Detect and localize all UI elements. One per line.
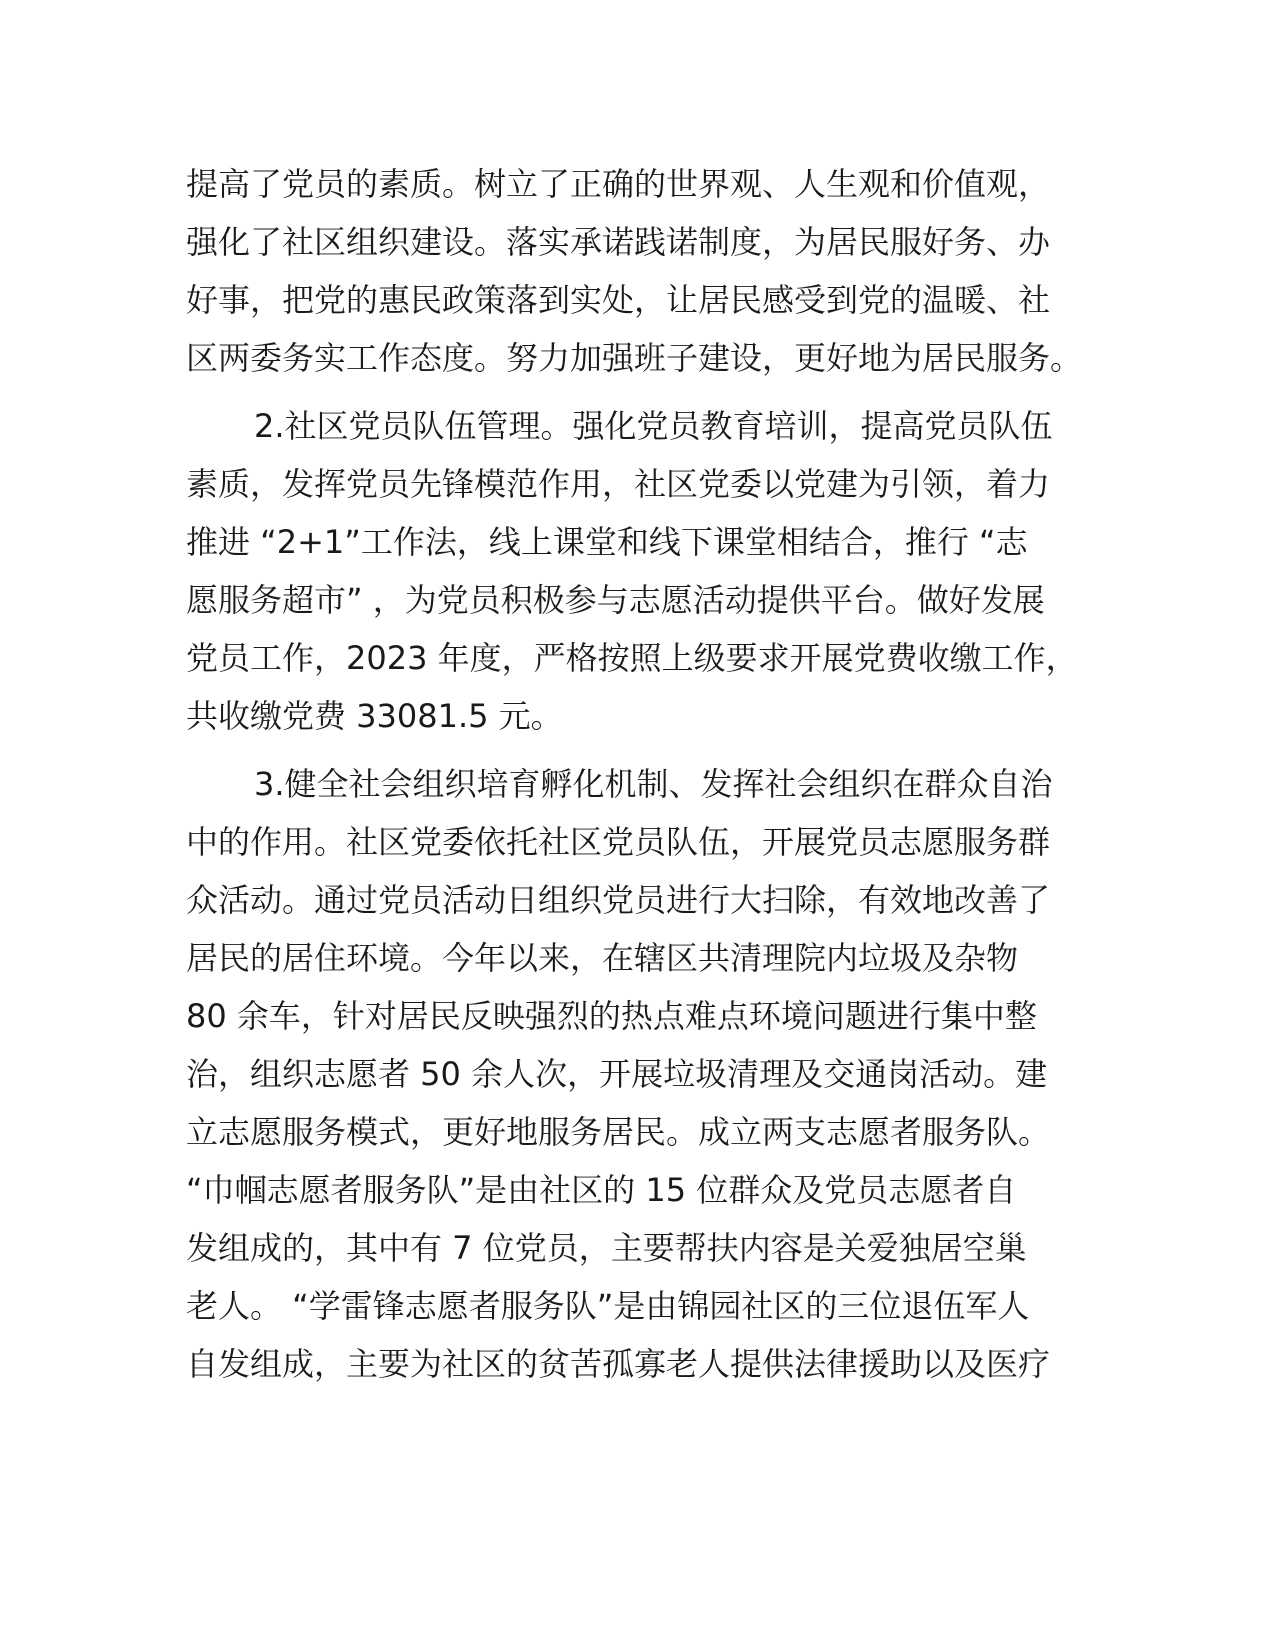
text-line: 自发组成，主要为社区的贫苦孤寡老人提供法律援助以及医疗	[186, 1345, 1051, 1383]
text-line: 80 余车，针对居民反映强烈的热点难点环境问题进行集中整	[186, 997, 1037, 1035]
text-line: 众活动。通过党员活动日组织党员进行大扫除，有效地改善了	[186, 881, 1051, 919]
text-line: 共收缴党费 33081.5 元。	[186, 697, 563, 735]
paragraph-1	[186, 155, 1116, 387]
text-line: 3.健全社会组织培育孵化机制、发挥社会组织在群众自治	[254, 765, 1053, 803]
document-body	[186, 155, 1116, 1393]
text-line: 好事，把党的惠民政策落到实处，让居民感受到党的温暖、社	[186, 281, 1051, 319]
text-line: 强化了社区组织建设。落实承诺践诺制度，为居民服好务、办	[186, 223, 1051, 261]
text-line: 提高了党员的素质。树立了正确的世界观、人生观和价值观，	[186, 165, 1051, 203]
text-line: 愿服务超市” ，为党员积极参与志愿活动提供平台。做好发展	[186, 581, 1045, 619]
text-line: 区两委务实工作态度。努力加强班子建设，更好地为居民服务。	[186, 339, 1083, 377]
text-line: 治，组织志愿者 50 余人次，开展垃圾清理及交通岗活动。建	[186, 1055, 1048, 1093]
text-line: 党员工作，2023 年度，严格按照上级要求开展党费收缴工作，	[186, 639, 1078, 677]
text-line: 2.社区党员队伍管理。强化党员教育培训，提高党员队伍	[254, 407, 1053, 445]
text-line: 素质，发挥党员先锋模范作用，社区党委以党建为引领，着力	[186, 465, 1051, 503]
text-line: “巾帼志愿者服务队”是由社区的 15 位群众及党员志愿者自	[186, 1171, 1017, 1209]
text-line: 发组成的，其中有 7 位党员，主要帮扶内容是关爱独居空巢	[186, 1229, 1027, 1267]
text-line: 老人。 “学雷锋志愿者服务队”是由锦园社区的三位退伍军人	[186, 1287, 1030, 1325]
text-line: 推进 “2+1”工作法，线上课堂和线下课堂相结合，推行 “志	[186, 523, 1028, 561]
text-line: 立志愿服务模式，更好地服务居民。成立两支志愿者服务队。	[186, 1113, 1051, 1151]
text-line: 中的作用。社区党委依托社区党员队伍，开展党员志愿服务群	[186, 823, 1051, 861]
text-line: 居民的居住环境。今年以来，在辖区共清理院内垃圾及杂物	[186, 939, 1019, 977]
paragraph-3	[186, 755, 1116, 1393]
paragraph-2	[186, 397, 1116, 745]
